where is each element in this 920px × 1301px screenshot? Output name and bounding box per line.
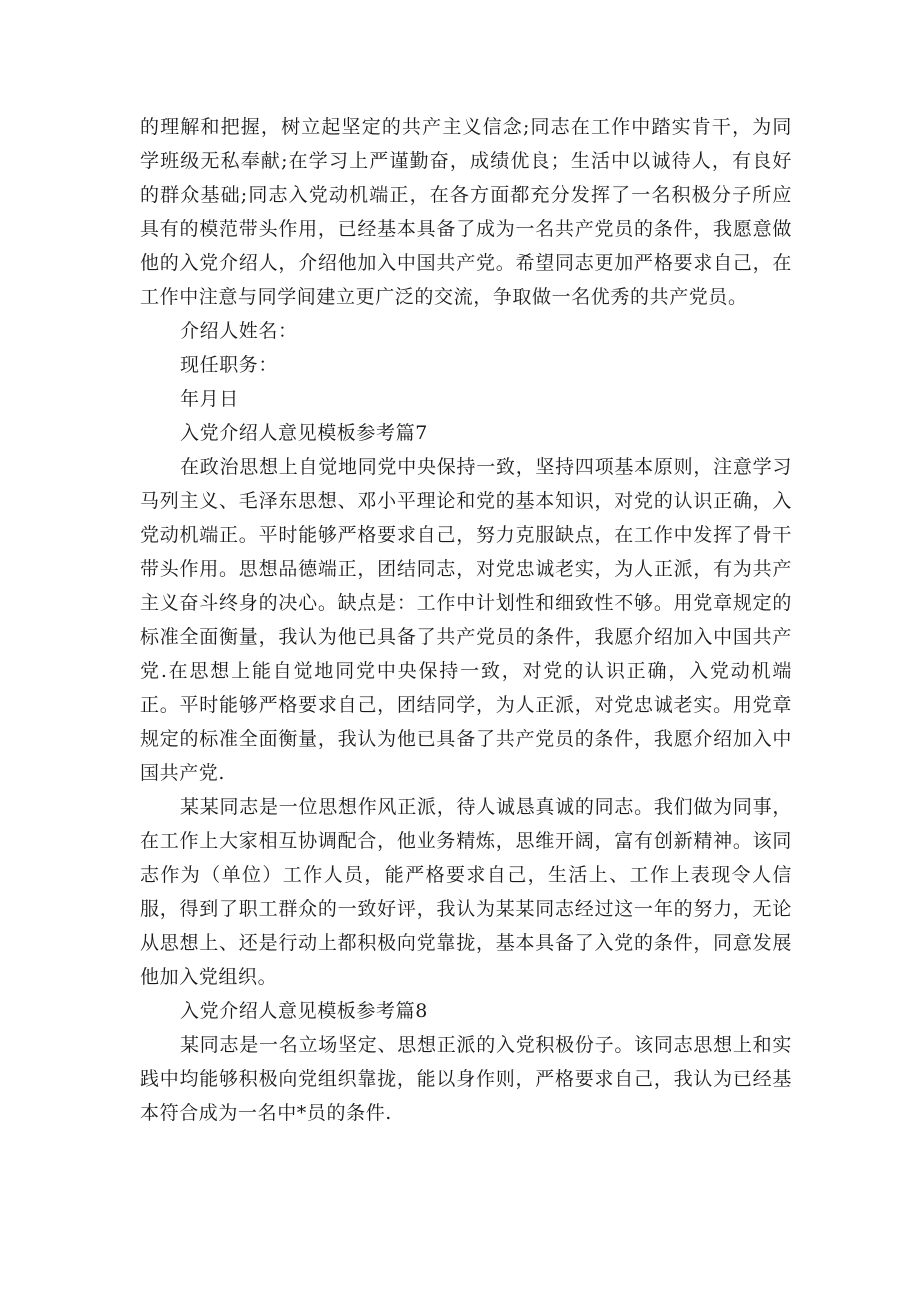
document-page bbox=[140, 110, 792, 1130]
paragraph-section-7-a: 在政治思想上自觉地同党中央保持一致，坚持四项基本原则，注意学习马列主义、毛泽东思想、邓小平理论和党的基本知识，对党的认识正确，入党动机端正。平时能够严格要求自己，努力克服缺点，在工作中发挥了骨干带头作用。思想品德端正，团结同志，对党忠诚老实，为人正派，有为共产主义奋斗终身的决心。缺点是：工作中计划性和细致性不够。用党章规定的标准全面衡量，我认为他已具备了共产党员的条件，我愿介绍加入中国共产党.在思想上能自觉地同党中央保持一致，对党的认识正确，入党动机端正。平时能够严格要求自己，团结同学，为人正派，对党忠诚老实。用党章规定的标准全面衡量，我认为他已具备了共产党员的条件，我愿介绍加入中国共产党. bbox=[140, 456, 792, 784]
date-label: 年月日 bbox=[180, 388, 239, 410]
current-position-label: 现任职务： bbox=[180, 354, 279, 376]
section-heading-7: 入党介绍人意见模板参考篇7 bbox=[180, 422, 428, 444]
paragraph-section-7-b: 某某同志是一位思想作风正派，待人诚恳真诚的同志。我们做为同事，在工作上大家相互协调配合，他业务精炼，思维开阔，富有创新精神。该同志作为（单位）工作人员，能严格要求自己，生活上、工作上表现令人信服，得到了职工群众的一致好评，我认为某某同志经过这一年的努力，无论从思想上、还是行动上都积极向党靠拢，基本具备了入党的条件，同意发展他加入党组织。 bbox=[140, 796, 792, 988]
introducer-name-label: 介绍人姓名： bbox=[180, 320, 298, 342]
paragraph-section-8: 某同志是一名立场坚定、思想正派的入党积极份子。该同志思想上和实践中均能够积极向党组织靠拢，能以身作则，严格要求自己，我认为已经基本符合成为一名中*员的条件. bbox=[140, 1034, 792, 1124]
section-heading-8: 入党介绍人意见模板参考篇8 bbox=[180, 1000, 428, 1022]
paragraph-continuation: 的理解和把握，树立起坚定的共产主义信念;同志在工作中踏实肯干，为同学班级无私奉献;在学习上严谨勤奋，成绩优良；生活中以诚待人，有良好的群众基础;同志入党动机端正，在各方面都充分发挥了一名积极分子所应具有的模范带头作用，已经基本具备了成为一名共产党员的条件，我愿意做他的入党介绍人，介绍他加入中国共产党。希望同志更加严格要求自己，在工作中注意与同学间建立更广泛的交流，争取做一名优秀的共产党员。 bbox=[140, 116, 792, 308]
